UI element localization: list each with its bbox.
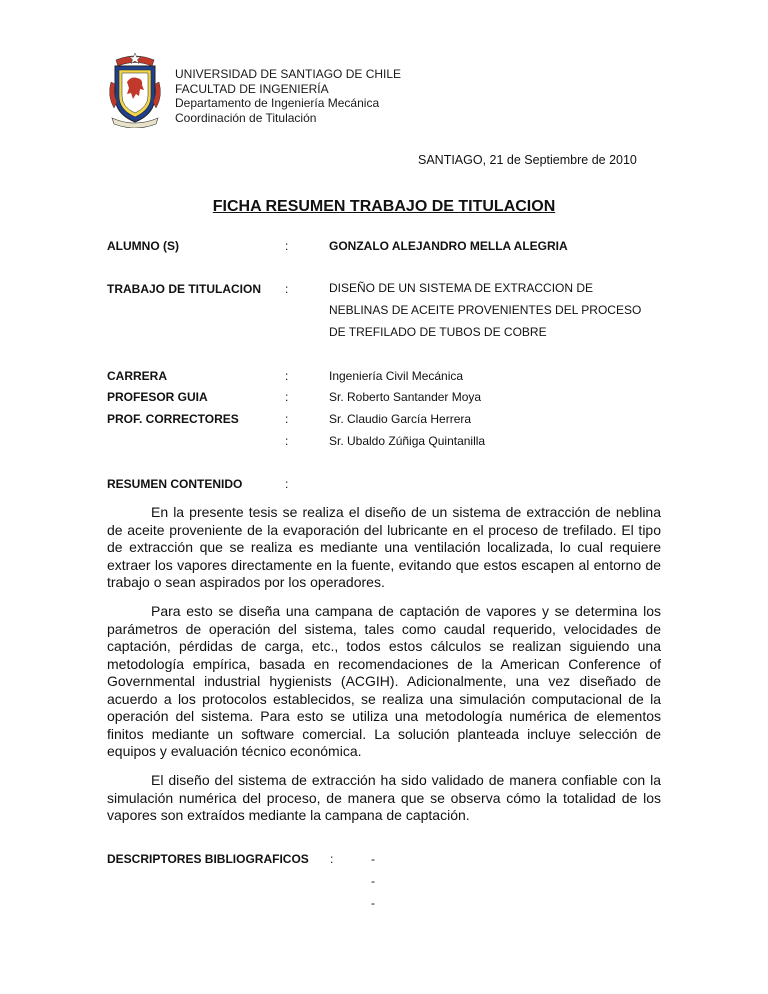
university-crest-icon: [106, 52, 164, 128]
correctores-colon-2: :: [285, 434, 289, 448]
trabajo-label: TRABAJO DE TITULACION: [107, 282, 261, 296]
summary-paragraph: En la presente tesis se realiza el diseño de un sistema de extracción de neblina de aceite proveniente de la evaporación del lubricante en el proceso de trefilado. El tipo de extracción que se realiza es mediante una ventilación localizada, lo cual requiere extraer los vapores directamente en la fuente, evitando que estos escapen al entorno de trabajo o sean aspirados por los operadores.: [107, 504, 661, 590]
document-title: FICHA RESUMEN TRABAJO DE TITULACION: [212, 198, 556, 215]
coordination-name: Coordinación de Titulación: [175, 110, 317, 125]
document-date: SANTIAGO, 21 de Septiembre de 2010: [418, 153, 637, 167]
profesor-guia-value: Sr. Roberto Santander Moya: [329, 390, 482, 404]
carrera-value: Ingeniería Civil Mecánica: [329, 369, 464, 383]
resumen-label: RESUMEN CONTENIDO: [107, 477, 243, 491]
correctores-colon: :: [285, 412, 289, 426]
alumno-label: ALUMNO (S): [107, 239, 179, 253]
alumno-value: GONZALO ALEJANDRO MELLA ALEGRIA: [329, 239, 568, 253]
corrector-value: Sr. Ubaldo Zúñiga Quintanilla: [329, 434, 486, 448]
carrera-colon: :: [285, 369, 289, 383]
descriptor-item: -: [371, 852, 375, 866]
institution-header: [175, 67, 401, 125]
descriptores-label: DESCRIPTORES BIBLIOGRAFICOS: [107, 852, 309, 866]
descriptor-item: -: [371, 896, 375, 910]
profesor-guia-label: PROFESOR GUIA: [107, 390, 208, 404]
carrera-label: CARRERA: [107, 369, 167, 383]
descriptor-item: -: [371, 874, 375, 888]
trabajo-colon: :: [285, 282, 289, 296]
trabajo-line: DE TREFILADO DE TUBOS DE COBRE: [329, 325, 547, 339]
correctores-label: PROF. CORRECTORES: [107, 412, 239, 426]
university-name: UNIVERSIDAD DE SANTIAGO DE CHILE: [175, 67, 402, 81]
summary-paragraph: Para esto se diseña una campana de captación de vapores y se determina los parámetros de operación del sistema, tales como caudal requerido, velocidades de captación, pérdidas de carga, etc., todos estos cálculos se realizan siguiendo una metodología empírica, basada en recomendaciones de la American Conference of Governmental industrial hygienists (ACGIH). Adicionalmente, una vez diseñado de acuerdo a los protocolos establecidos, se realiza una simulación computacional de la operación del sistema. Para esto se utiliza una metodología numérica de elementos finitos mediante un software comercial. La solución planteada incluye selección de equipos y evaluación técnico económica.: [107, 603, 661, 759]
faculty-name: FACULTAD DE INGENIERÍA: [175, 81, 329, 96]
department-name: Departamento de Ingeniería Mecánica: [175, 96, 380, 110]
trabajo-line: DISEÑO DE UN SISTEMA DE EXTRACCION DE: [329, 281, 594, 295]
summary-paragraph: El diseño del sistema de extracción ha sido validado de manera confiable con la simulación numérica del proceso, de manera que se observa cómo la totalidad de los vapores son extraídos mediante la campana de captación.: [107, 772, 661, 823]
profesor-guia-colon: :: [285, 390, 289, 404]
resumen-colon: :: [285, 477, 289, 491]
corrector-value: Sr. Claudio García Herrera: [329, 412, 472, 426]
descriptores-colon: :: [330, 852, 334, 866]
alumno-colon: :: [285, 239, 289, 253]
trabajo-line: NEBLINAS DE ACEITE PROVENIENTES DEL PROCESO: [329, 303, 642, 317]
trabajo-value: [329, 277, 641, 343]
